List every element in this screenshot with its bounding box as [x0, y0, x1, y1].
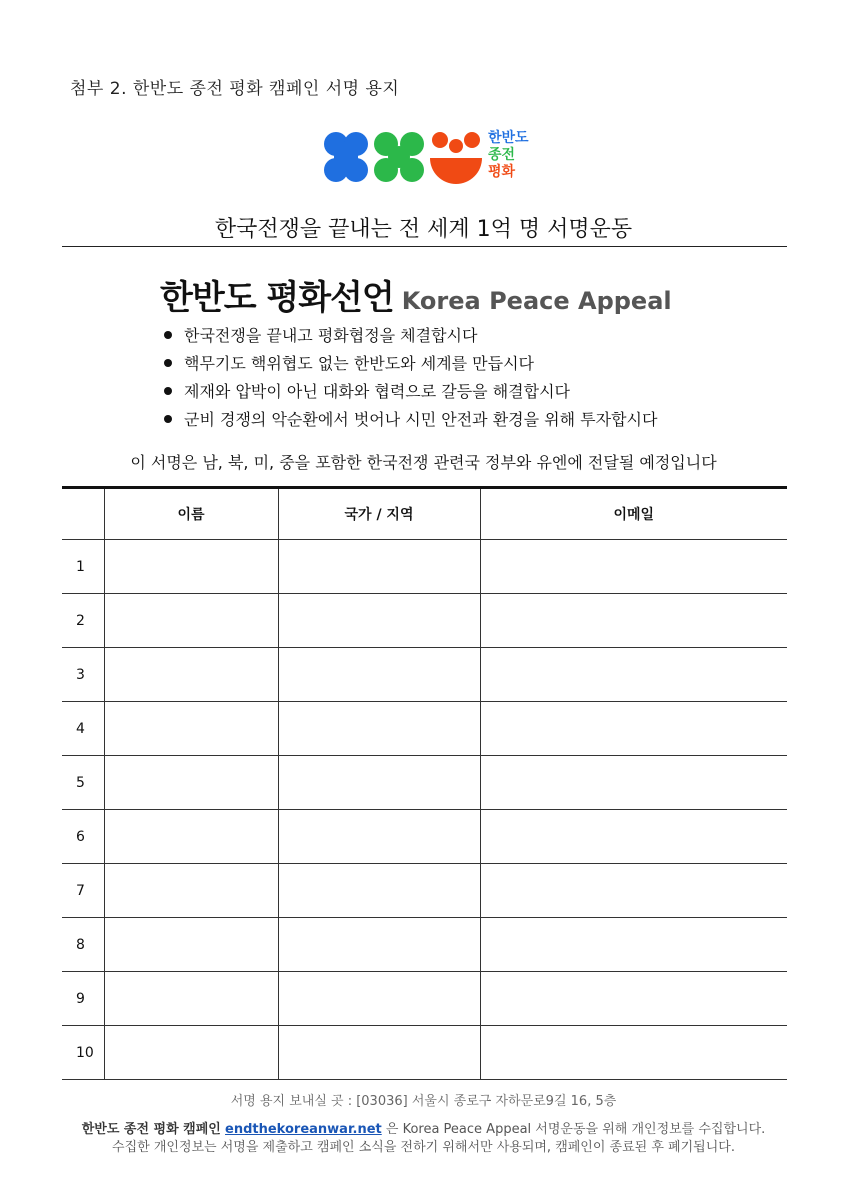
- email-cell[interactable]: [480, 594, 787, 648]
- appeal-text: 핵무기도 핵위협도 없는 한반도와 세계를 만듭시다: [184, 354, 535, 373]
- signature-table: [62, 486, 787, 1080]
- name-cell[interactable]: [104, 594, 278, 648]
- table-row: [62, 594, 787, 648]
- header-number: [62, 488, 104, 540]
- table-row: [62, 648, 787, 702]
- row-number: 6: [62, 810, 104, 864]
- bullet-icon: [164, 387, 172, 395]
- country-cell[interactable]: [278, 702, 480, 756]
- privacy-line-2: 수집한 개인정보는 서명을 제출하고 캠페인 소식을 전하기 위해서만 사용되며, 캠페인이 종료된 후 폐기됩니다.: [112, 1140, 735, 1155]
- name-cell[interactable]: [104, 702, 278, 756]
- table-row: [62, 810, 787, 864]
- logo-line-3: 평화: [488, 164, 516, 180]
- privacy-line-1: 은 Korea Peace Appeal 서명운동을 위해 개인정보를 수집합니다.: [385, 1122, 766, 1137]
- name-cell[interactable]: [104, 1026, 278, 1080]
- logo-green-shape: [374, 132, 424, 182]
- table-row: [62, 540, 787, 594]
- email-cell[interactable]: [480, 864, 787, 918]
- name-cell[interactable]: [104, 972, 278, 1026]
- email-cell[interactable]: [480, 810, 787, 864]
- country-cell[interactable]: [278, 648, 480, 702]
- header-country: 국가 / 지역: [278, 488, 480, 540]
- country-cell[interactable]: [278, 972, 480, 1026]
- footer-campaign: 한반도 종전 평화 캠페인: [81, 1122, 221, 1137]
- bullet-icon: [164, 415, 172, 423]
- table-header-row: [62, 488, 787, 540]
- country-cell[interactable]: [278, 864, 480, 918]
- appeal-text: 한국전쟁을 끝내고 평화협정을 체결합시다: [184, 326, 478, 345]
- row-number: 7: [62, 864, 104, 918]
- table-row: [62, 1026, 787, 1080]
- country-cell[interactable]: [278, 540, 480, 594]
- country-cell[interactable]: [278, 756, 480, 810]
- logo-orange-shape: [430, 132, 482, 184]
- attachment-label: 첨부 2. 한반도 종전 평화 캠페인 서명 용지: [70, 79, 400, 99]
- table-row: [62, 702, 787, 756]
- row-number: 5: [62, 756, 104, 810]
- name-cell[interactable]: [104, 810, 278, 864]
- country-cell[interactable]: [278, 810, 480, 864]
- title-english: Korea Peace Appeal: [401, 287, 672, 315]
- bullet-icon: [164, 359, 172, 367]
- delivery-notice: 이 서명은 남, 북, 미, 중을 포함한 한국전쟁 관련국 정부와 유엔에 전달될 예정입니다: [130, 453, 717, 472]
- row-number: 1: [62, 540, 104, 594]
- bullet-icon: [164, 331, 172, 339]
- email-cell[interactable]: [480, 756, 787, 810]
- country-cell[interactable]: [278, 594, 480, 648]
- campaign-subtitle: 한국전쟁을 끝내는 전 세계 1억 명 서명운동: [214, 217, 633, 242]
- table-row: [62, 756, 787, 810]
- header-email: 이메일: [480, 488, 787, 540]
- email-cell[interactable]: [480, 1026, 787, 1080]
- row-number: 2: [62, 594, 104, 648]
- row-number: 4: [62, 702, 104, 756]
- name-cell[interactable]: [104, 864, 278, 918]
- table-row: [62, 918, 787, 972]
- email-cell[interactable]: [480, 540, 787, 594]
- row-number: 3: [62, 648, 104, 702]
- privacy-footer: [0, 1121, 847, 1157]
- website-link[interactable]: endthekoreanwar.net: [225, 1122, 382, 1137]
- name-cell[interactable]: [104, 540, 278, 594]
- row-number: 9: [62, 972, 104, 1026]
- appeal-item: [164, 322, 657, 350]
- header-name: 이름: [104, 488, 278, 540]
- email-cell[interactable]: [480, 918, 787, 972]
- appeal-item: [164, 350, 657, 378]
- email-cell[interactable]: [480, 648, 787, 702]
- page-title: [160, 270, 672, 319]
- appeal-text: 제재와 압박이 아닌 대화와 협력으로 갈등을 해결합시다: [184, 382, 571, 401]
- table-row: [62, 972, 787, 1026]
- country-cell[interactable]: [278, 1026, 480, 1080]
- logo-blue-shape: [324, 132, 368, 182]
- logo-wordmark: [488, 130, 529, 181]
- name-cell[interactable]: [104, 756, 278, 810]
- name-cell[interactable]: [104, 648, 278, 702]
- logo-line-2: 종전: [488, 147, 516, 163]
- row-number: 10: [62, 1026, 104, 1080]
- title-korean: 한반도 평화선언: [160, 278, 394, 318]
- appeal-item: [164, 406, 657, 434]
- email-cell[interactable]: [480, 972, 787, 1026]
- divider: [62, 246, 787, 247]
- appeal-text: 군비 경쟁의 악순환에서 벗어나 시민 안전과 환경을 위해 투자합시다: [184, 410, 658, 429]
- logo-line-1: 한반도: [488, 130, 529, 146]
- table-row: [62, 864, 787, 918]
- name-cell[interactable]: [104, 918, 278, 972]
- country-cell[interactable]: [278, 918, 480, 972]
- email-cell[interactable]: [480, 702, 787, 756]
- mailing-address: 서명 용지 보내실 곳 : [03036] 서울시 종로구 자하문로9길 16, 5층: [230, 1094, 617, 1109]
- row-number: 8: [62, 918, 104, 972]
- appeal-item: [164, 378, 657, 406]
- appeal-list: [164, 322, 657, 434]
